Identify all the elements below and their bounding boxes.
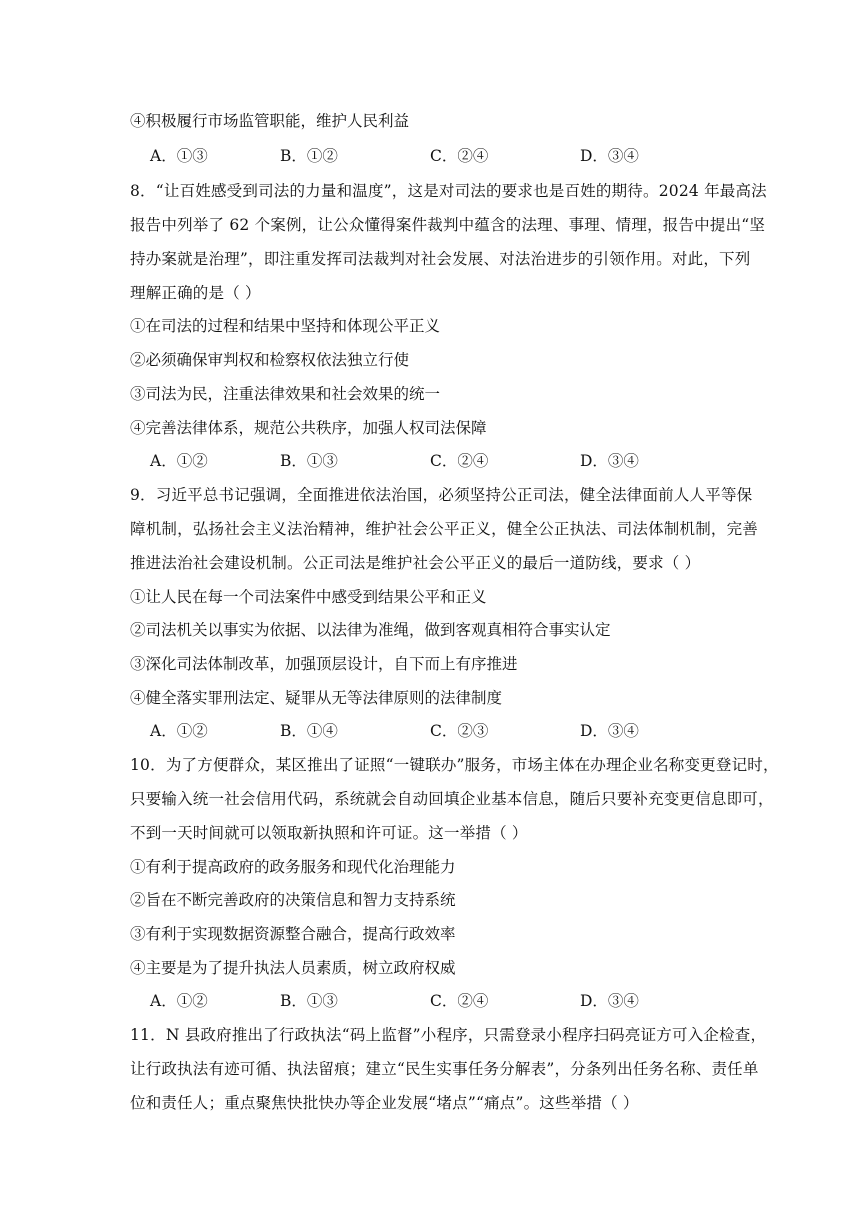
q10-options xyxy=(150,991,710,1011)
q8-item-4: ④完善法律体系，规范公共秩序，加强人权司法保障 xyxy=(130,419,487,437)
q10-option-b: B．①③ xyxy=(280,992,338,1010)
q10-item-3: ③有利于实现数据资源整合融合，提高行政效率 xyxy=(130,925,456,943)
q9-item-4: ④健全落实罪刑法定、疑罪从无等法律原则的法律制度 xyxy=(130,689,503,707)
q8-item-2: ②必须确保审判权和检察权依法独立行使 xyxy=(130,351,410,369)
q9-item-3: ③深化司法体制改革，加强顶层设计，自下而上有序推进 xyxy=(130,655,518,673)
q8-option-d: D．③④ xyxy=(580,452,639,470)
q9-item-1: ①让人民在每一个司法案件中感受到结果公平和正义 xyxy=(130,588,487,606)
q7-option-c: C．②④ xyxy=(430,147,489,165)
q9-stem-line-3: 推进法治社会建设机制。公正司法是维护社会公平正义的最后一道防线，要求（ ） xyxy=(130,554,701,572)
q9-stem-line-2: 障机制，弘扬社会主义法治精神，维护社会公平正义，健全公正执法、司法体制机制，完善 xyxy=(130,520,759,538)
q9-option-b: B．①④ xyxy=(280,722,338,740)
q7-options xyxy=(150,146,710,166)
q8-stem-line-3: 持办案就是治理”，即注重发挥司法裁判对社会发展、对法治进步的引领作用。对此，下列 xyxy=(130,250,751,268)
q10-item-4: ④主要是为了提升执法人员素质，树立政府权威 xyxy=(130,959,456,977)
q9-item-2: ②司法机关以事实为依据、以法律为准绳，做到客观真相符合事实认定 xyxy=(130,621,611,639)
q11-stem-line-3: 位和责任人；重点聚焦快批快办等企业发展“堵点”“痛点”。这些举措（ ） xyxy=(130,1094,639,1112)
q9-option-d: D．③④ xyxy=(580,722,639,740)
q8-options xyxy=(150,451,710,471)
q10-item-1: ①有利于提高政府的政务服务和现代化治理能力 xyxy=(130,858,456,876)
q9-options xyxy=(150,721,710,741)
q9-option-c: C．②③ xyxy=(430,722,489,740)
q10-item-2: ②旨在不断完善政府的决策信息和智力支持系统 xyxy=(130,891,456,909)
q8-stem-line-2: 报告中列举了 62 个案例，让公众懂得案件裁判中蕴含的法理、事理、情理，报告中提出“坚 xyxy=(130,216,766,234)
q7-option-b: B．①② xyxy=(280,147,338,165)
q10-stem-line-1: 10．为了方便群众，某区推出了证照“一键联办”服务，市场主体在办理企业名称变更登记时， xyxy=(130,756,779,774)
q8-option-a: A．①② xyxy=(150,452,208,470)
q7-item-4: ④积极履行市场监管职能，维护人民利益 xyxy=(130,112,410,130)
q8-option-c: C．②④ xyxy=(430,452,489,470)
q9-stem-line-1: 9．习近平总书记强调，全面推进依法治国，必须坚持公正司法，健全法律面前人人平等保 xyxy=(130,486,753,504)
q10-option-d: D．③④ xyxy=(580,992,639,1010)
q8-stem-line-4: 理解正确的是（ ） xyxy=(130,284,261,302)
q10-stem-line-3: 不到一天时间就可以领取新执照和许可证。这一举措（ ） xyxy=(130,824,528,842)
q11-stem-line-2: 让行政执法有迹可循、执法留痕；建立“民生实事任务分解表”，分条列出任务名称、责任单 xyxy=(130,1060,759,1078)
q8-stem-line-1: 8．“让百姓感受到司法的力量和温度”，这是对司法的要求也是百姓的期待。2024 年最高法 xyxy=(130,182,767,200)
q7-option-a: A．①③ xyxy=(150,147,208,165)
q8-item-3: ③司法为民，注重法律效果和社会效果的统一 xyxy=(130,385,441,403)
q10-option-c: C．②④ xyxy=(430,992,489,1010)
q8-item-1: ①在司法的过程和结果中坚持和体现公平正义 xyxy=(130,317,441,335)
q7-option-d: D．③④ xyxy=(580,147,639,165)
q10-option-a: A．①② xyxy=(150,992,208,1010)
q11-stem-line-1: 11．N 县政府推出了行政执法“码上监督”小程序，只需登录小程序扫码亮证方可入企检查， xyxy=(130,1026,767,1044)
q8-option-b: B．①③ xyxy=(280,452,338,470)
q10-stem-line-2: 只要输入统一社会信用代码，系统就会自动回填企业基本信息，随后只要补充变更信息即可， xyxy=(130,790,774,808)
q9-option-a: A．①② xyxy=(150,722,208,740)
